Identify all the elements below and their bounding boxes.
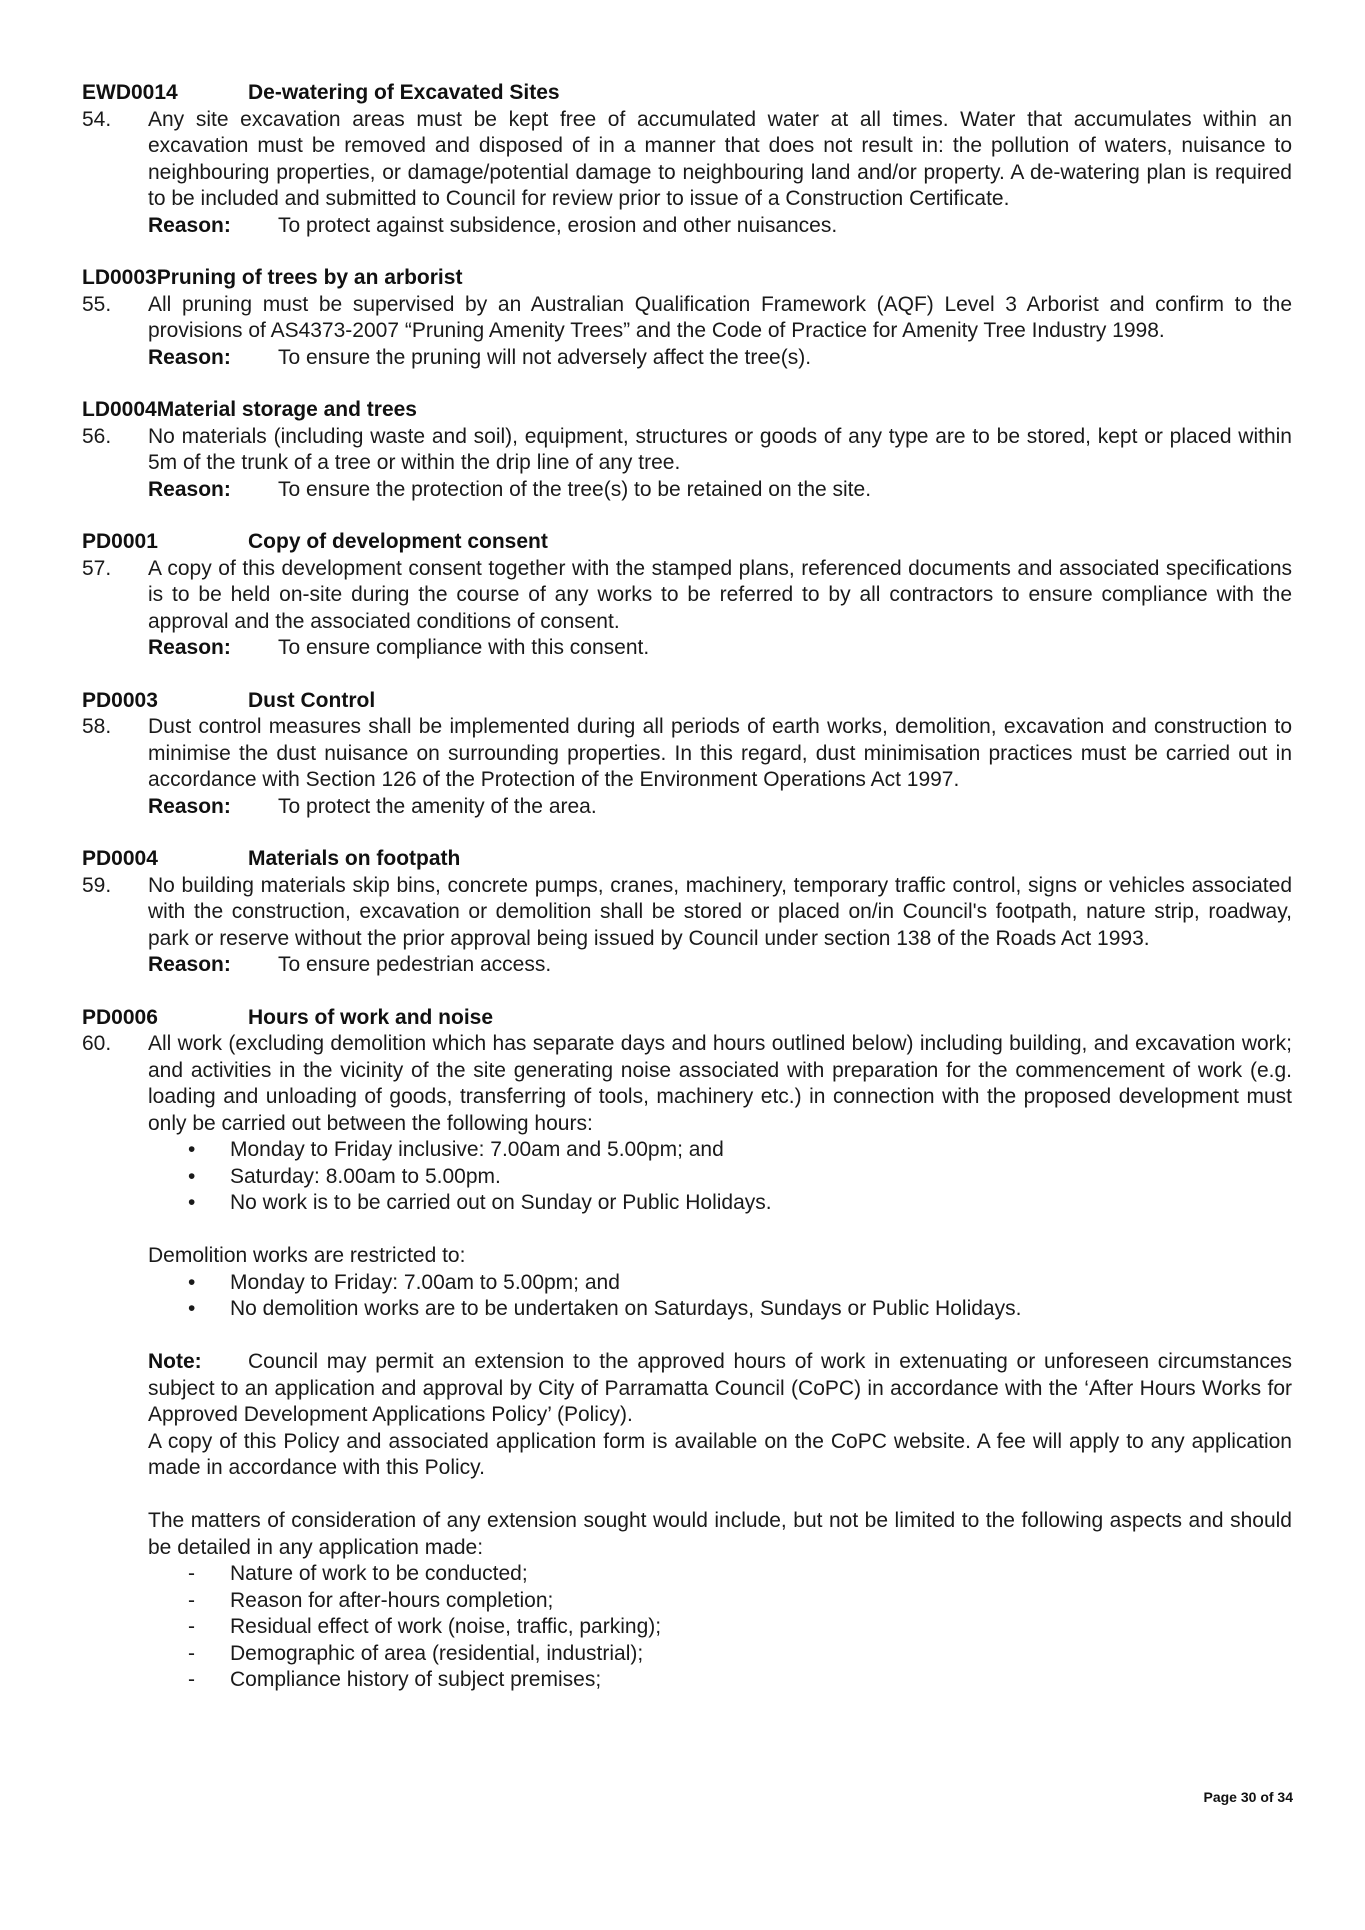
condition-text: All pruning must be supervised by an Australian Qualification Framework (AQF) Level 3 Arborist and confirm to the provisions of AS4373-2007 “Pruning Amenity Trees” and the Code of Practice for Amenity Tree Industry 1998. xyxy=(148,292,1292,342)
condition-heading xyxy=(82,397,1292,424)
demolition-intro: Demolition works are restricted to: xyxy=(148,1244,466,1267)
dash-icon: - xyxy=(188,1641,195,1665)
condition-title: Copy of development consent xyxy=(248,530,548,553)
note-text: Council may permit an extension to the approved hours of work in extenuating or unforeseen circumstances subject to an application and approval by City of Parramatta Council (CoPC) in accordance with the ‘After Hours Works for Approved Development Applications Policy’ (Policy). xyxy=(148,1350,1292,1426)
list-item xyxy=(168,1588,1292,1615)
list-item-text: Demographic of area (residential, industrial); xyxy=(230,1641,644,1665)
condition-reason xyxy=(148,213,1292,240)
list-item-text: Monday to Friday: 7.00am to 5.00pm; and xyxy=(230,1270,620,1294)
list-item-text: Residual effect of work (noise, traffic, parking); xyxy=(230,1615,662,1638)
condition-heading xyxy=(82,265,1292,292)
list-item xyxy=(168,1641,1292,1668)
condition-number: 55. xyxy=(82,292,112,316)
condition-reason xyxy=(148,477,1292,504)
bullet-icon: • xyxy=(188,1138,196,1161)
list-item xyxy=(168,1614,1292,1641)
list-item xyxy=(168,1296,1292,1323)
matters-intro: The matters of consideration of any extension sought would include, but not be limited to the following aspects and should be detailed in any application made: xyxy=(148,1509,1292,1559)
note-paragraph xyxy=(148,1349,1292,1429)
condition-code: LD0003 xyxy=(82,266,157,289)
dash-icon: - xyxy=(188,1615,195,1638)
condition-reason xyxy=(148,794,1292,821)
list-item xyxy=(168,1137,1292,1164)
condition-pd0001 xyxy=(82,529,1292,662)
condition-heading xyxy=(82,529,1292,556)
condition-ld0003 xyxy=(82,265,1292,371)
condition-ewd0014 xyxy=(82,80,1292,239)
condition-title: Pruning of trees by an arborist xyxy=(156,266,463,289)
reason-label: Reason: xyxy=(148,213,231,237)
list-item xyxy=(168,1561,1292,1588)
note-label: Note: xyxy=(148,1350,202,1373)
list-item xyxy=(168,1164,1292,1191)
condition-code: EWD0014 xyxy=(82,81,178,104)
condition-text: Dust control measures shall be implemented during all periods of earth works, demolition, excavation and construction to minimise the dust nuisance on surrounding properties. In this regard, dust minimisation practices must be carried out in accordance with Section 126 of the Protection of the Environment Operations Act 1997. xyxy=(148,715,1292,791)
reason-label: Reason: xyxy=(148,477,231,501)
reason-label: Reason: xyxy=(148,794,231,818)
condition-reason xyxy=(148,952,1292,979)
condition-reason xyxy=(148,635,1292,662)
condition-title: Material storage and trees xyxy=(156,398,417,421)
reason-text: To ensure the pruning will not adversely affect the tree(s). xyxy=(278,345,812,369)
reason-label: Reason: xyxy=(148,953,231,976)
condition-pd0003 xyxy=(82,688,1292,821)
list-item-text: Saturday: 8.00am to 5.00pm. xyxy=(230,1164,501,1188)
reason-text: To ensure compliance with this consent. xyxy=(278,636,650,659)
policy-text: A copy of this Policy and associated application form is available on the CoPC website. A fee will apply to any application made in accordance with this Policy. xyxy=(148,1429,1292,1479)
condition-pd0006 xyxy=(82,1005,1292,1694)
dash-icon: - xyxy=(188,1588,195,1612)
list-item-text: Compliance history of subject premises; xyxy=(230,1668,602,1691)
condition-number: 54. xyxy=(82,107,112,131)
condition-number: 60. xyxy=(82,1032,112,1055)
condition-number: 56. xyxy=(82,424,112,448)
reason-text: To protect the amenity of the area. xyxy=(278,794,597,818)
bullet-icon: • xyxy=(188,1164,196,1188)
dash-icon: - xyxy=(188,1562,195,1585)
condition-title: Dust Control xyxy=(248,688,376,712)
condition-code: PD0003 xyxy=(82,688,158,712)
condition-code: PD0006 xyxy=(82,1005,158,1029)
demolition-hours-list xyxy=(168,1270,1292,1323)
reason-text: To ensure pedestrian access. xyxy=(278,953,552,976)
bullet-icon: • xyxy=(188,1191,196,1214)
reason-label: Reason: xyxy=(148,636,231,659)
list-item-text: Nature of work to be conducted; xyxy=(230,1562,528,1585)
work-hours-list xyxy=(168,1137,1292,1217)
matters-list xyxy=(168,1561,1292,1694)
reason-text: To protect against subsidence, erosion and other nuisances. xyxy=(278,213,838,237)
document-page xyxy=(82,80,1292,1720)
condition-ld0004 xyxy=(82,397,1292,503)
condition-code: LD0004 xyxy=(82,398,157,421)
list-item-text: No work is to be carried out on Sunday or Public Holidays. xyxy=(230,1191,772,1214)
condition-title: Materials on footpath xyxy=(248,847,461,870)
list-item-text: Reason for after-hours completion; xyxy=(230,1588,554,1612)
condition-text: No building materials skip bins, concrete pumps, cranes, machinery, temporary traffic control, signs or vehicles associated with the construction, excavation or demolition shall be stored or placed on/in Council's footpath, nature strip, roadway, park or reserve without the prior approval being issued by Council under section 138 of the Roads Act 1993. xyxy=(148,873,1292,950)
condition-number: 58. xyxy=(82,715,112,738)
bullet-icon: • xyxy=(188,1297,196,1320)
condition-heading xyxy=(82,80,1292,107)
list-item-text: Monday to Friday inclusive: 7.00am and 5.00pm; and xyxy=(230,1138,724,1161)
condition-code: PD0001 xyxy=(82,530,158,553)
list-item-text: No demolition works are to be undertaken on Saturdays, Sundays or Public Holidays. xyxy=(230,1297,1022,1320)
bullet-icon: • xyxy=(188,1270,196,1294)
condition-number: 59. xyxy=(82,873,112,897)
condition-text: All work (excluding demolition which has separate days and hours outlined below) including building, and excavation work; and activities in the vicinity of the site generating noise associated with preparation for the commencement of work (e.g. loading and unloading of goods, transferring of tools, machinery etc.) in connection with the proposed development must only be carried out between the following hours: xyxy=(148,1032,1292,1135)
list-item xyxy=(168,1190,1292,1217)
condition-number: 57. xyxy=(82,556,112,580)
reason-label: Reason: xyxy=(148,345,231,369)
condition-heading xyxy=(82,846,1292,873)
reason-text: To ensure the protection of the tree(s) to be retained on the site. xyxy=(278,477,872,501)
condition-pd0004 xyxy=(82,846,1292,979)
condition-text: No materials (including waste and soil), equipment, structures or goods of any type are to be stored, kept or placed within 5m of the trunk of a tree or within the drip line of any tree. xyxy=(148,424,1292,474)
condition-heading xyxy=(82,1005,1292,1032)
condition-title: De-watering of Excavated Sites xyxy=(248,81,560,104)
dash-icon: - xyxy=(188,1668,195,1691)
condition-title: Hours of work and noise xyxy=(248,1005,494,1029)
condition-code: PD0004 xyxy=(82,847,158,870)
condition-text: A copy of this development consent together with the stamped plans, referenced documents and associated specifications is to be held on-site during the course of any works to be referred to by all contractors to ensure compliance with the approval and the associated conditions of consent. xyxy=(148,556,1292,633)
condition-heading xyxy=(82,688,1292,715)
page-number: Page 30 of 34 xyxy=(1203,1789,1293,1805)
condition-text: Any site excavation areas must be kept free of accumulated water at all times. Water that accumulates within an excavation must be removed and disposed of in a manner that does not result in: the pollution of waters, nuisance to neighbouring properties, or damage/potential damage to neighbouring land and/or property. A de-watering plan is required to be included and submitted to Council for review prior to issue of a Construction Certificate. xyxy=(148,107,1292,210)
condition-reason xyxy=(148,345,1292,372)
list-item xyxy=(168,1270,1292,1297)
list-item xyxy=(168,1667,1292,1694)
